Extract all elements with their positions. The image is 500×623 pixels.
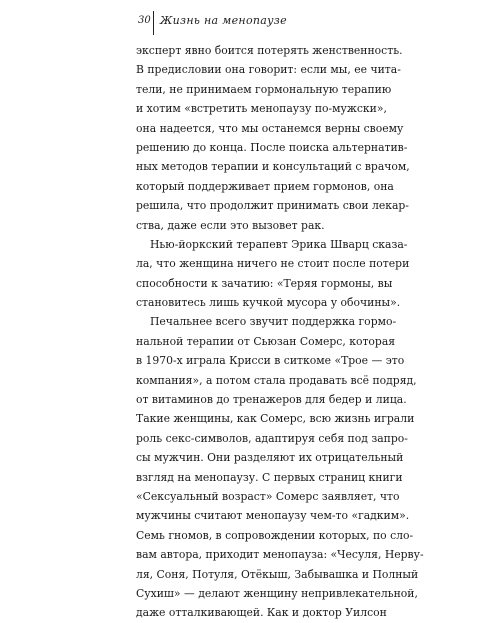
text-line: становитесь лишь кучкой мусора у обочины». [136, 296, 401, 310]
page-number: 30 [138, 15, 151, 26]
text-line: ных методов терапии и консультаций с врачом, [136, 160, 410, 174]
text-line: решению до конца. После поиска альтернатив- [136, 140, 408, 154]
text-line: даже отталкивающей. Как и доктор Уилсон [136, 606, 387, 620]
text-line: мужчины считают менопаузу чем-то «гадким». [136, 509, 410, 523]
text-line: она надеется, что мы останемся верны своему [136, 121, 404, 135]
text-line: взгляд на менопаузу. С первых страниц книги [136, 470, 403, 484]
text-line: «Сексуальный возраст» Сомерс заявляет, что [136, 489, 400, 503]
text-line: роль секс-символов, адаптируя себя под запро- [136, 431, 408, 445]
text-line: Нью-йоркский терапевт Эрика Шварц сказа- [150, 237, 408, 251]
text-line: Семь гномов, в сопровождении которых, по сло- [136, 528, 414, 542]
text-line: способности к зачатию: «Теряя гормоны, вы [136, 276, 393, 290]
text-line: ла, что женщина ничего не стоит после потери [136, 257, 410, 271]
text-line: компания», а потом стала продавать всё подряд, [136, 373, 417, 387]
text-line: тели, не принимаем гормональную терапию [136, 82, 392, 96]
text-line: ля, Соня, Потуля, Отёкыш, Забывашка и Полный [136, 567, 419, 581]
text-line: и хотим «встретить менопаузу по-мужски», [136, 102, 387, 116]
running-title: Жизнь на менопаузе [160, 14, 287, 27]
text-line: решила, что продолжит принимать свои лекар- [136, 199, 409, 213]
text-line: Такие женщины, как Сомерс, всю жизнь играли [136, 412, 415, 426]
body-text [136, 41, 424, 623]
text-line: В предисловии она говорит: если мы, ее чита- [136, 63, 401, 77]
text-line: в 1970-х играла Крисси в ситкоме «Трое — это [136, 354, 405, 368]
text-line: Печальнее всего звучит поддержка гормо- [150, 315, 397, 329]
text-line: вам автора, приходит менопауза: «Чесуля, Нерву- [136, 548, 424, 562]
text-line: который поддерживает прием гормонов, она [136, 179, 394, 193]
text-line: от витаминов до тренажеров для бедер и лица. [136, 393, 407, 407]
text-line: нальной терапии от Сьюзан Сомерс, которая [136, 334, 396, 348]
text-line: ства, даже если это вызовет рак. [136, 218, 325, 232]
header-divider [153, 11, 154, 35]
text-line: сы мужчин. Они разделяют их отрицательный [136, 451, 404, 465]
running-head [138, 9, 368, 35]
text-line: Сухиш» — делают женщину непривлекательной, [136, 586, 418, 600]
text-line: эксперт явно боится потерять женственность. [136, 44, 403, 57]
